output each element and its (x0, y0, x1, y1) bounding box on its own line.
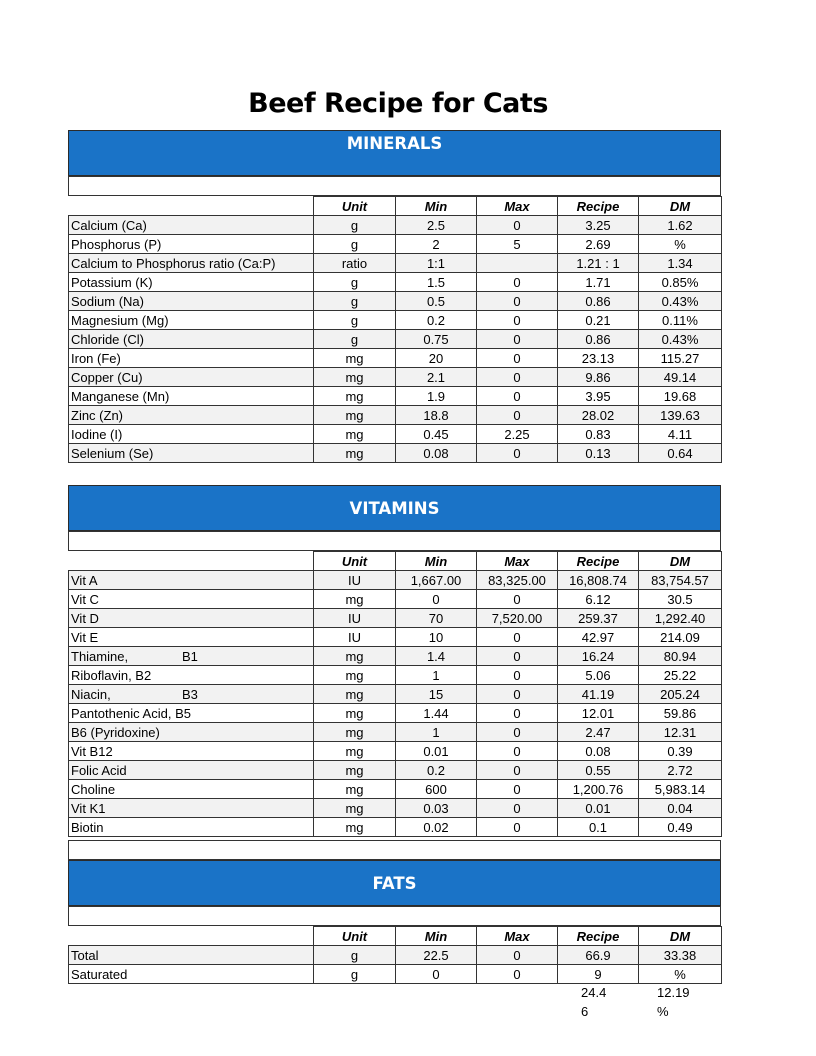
cell-recipe: 0.21 (558, 311, 639, 330)
cell-min: 1,667.00 (396, 571, 477, 590)
table-row (69, 292, 722, 311)
cell-dm: 30.5 (639, 590, 722, 609)
table-row (69, 216, 722, 235)
minerals-heading: MINERALS (68, 130, 721, 176)
row-name-text: Sodium (Na) (71, 293, 144, 309)
column-header: Min (396, 552, 477, 571)
row-name-text: Pantothenic Acid, B5 (71, 705, 191, 721)
row-name (69, 965, 314, 984)
table-row (69, 387, 722, 406)
vitamins-table (68, 551, 722, 837)
cell-min: 1.4 (396, 647, 477, 666)
cell-min: 0.02 (396, 818, 477, 837)
column-header: Unit (314, 552, 396, 571)
row-name-text: Vit E (71, 629, 99, 645)
row-name (69, 330, 314, 349)
cell-recipe: 0.01 (558, 799, 639, 818)
cell-recipe: 0.13 (558, 444, 639, 463)
table-row (69, 425, 722, 444)
cell-recipe: 9.86 (558, 368, 639, 387)
cell-dm: 4.11 (639, 425, 722, 444)
row-name-text: B6 (Pyridoxine) (71, 724, 160, 740)
cell-min: 22.5 (396, 946, 477, 965)
cell-unit: mg (314, 666, 396, 685)
cell-max (477, 254, 558, 273)
cell-max: 5 (477, 235, 558, 254)
cell-max: 0 (477, 946, 558, 965)
row-name-text: Riboflavin, B2 (71, 667, 152, 683)
row-name (69, 216, 314, 235)
vitamins-heading: VITAMINS (68, 485, 721, 531)
cell-unit: mg (314, 742, 396, 761)
cell-max: 0 (477, 349, 558, 368)
row-name-text: Biotin (71, 819, 104, 835)
cell-max: 2.25 (477, 425, 558, 444)
column-header: DM (639, 552, 722, 571)
cell-min: 0 (396, 965, 477, 984)
cell-recipe: 66.9 (558, 946, 639, 965)
cell-unit: mg (314, 647, 396, 666)
cell-max: 0 (477, 818, 558, 837)
row-name (69, 311, 314, 330)
cell-dm: % (639, 965, 722, 984)
cell-dm: 0.39 (639, 742, 722, 761)
cell-dm: 115.27 (639, 349, 722, 368)
cell-unit: mg (314, 590, 396, 609)
cell-max: 7,520.00 (477, 609, 558, 628)
cell-unit: mg (314, 723, 396, 742)
cell-max: 0 (477, 387, 558, 406)
cell-dm: 2.72 (639, 761, 722, 780)
cell-recipe: 9 (558, 965, 639, 984)
column-header: Min (396, 197, 477, 216)
row-name-text: Folic Acid (71, 762, 127, 778)
cell-recipe: 0.55 (558, 761, 639, 780)
table-row (69, 311, 722, 330)
table-row (69, 723, 722, 742)
table-row (69, 590, 722, 609)
cell-max: 0 (477, 368, 558, 387)
row-name (69, 406, 314, 425)
cell-recipe: 41.19 (558, 685, 639, 704)
table-row (69, 799, 722, 818)
table-row (69, 609, 722, 628)
fats-heading: FATS (68, 860, 721, 906)
row-name-text: Potassium (K) (71, 274, 153, 290)
row-name-text: Vit C (71, 591, 99, 607)
cell-unit: mg (314, 685, 396, 704)
row-name-text: Saturated (71, 966, 128, 982)
cell-min: 600 (396, 780, 477, 799)
table-row (69, 628, 722, 647)
table-row (69, 349, 722, 368)
cell-unit: IU (314, 571, 396, 590)
cell-min: 0.2 (396, 761, 477, 780)
cell-dm: 59.86 (639, 704, 722, 723)
column-header: DM (639, 927, 722, 946)
column-header: Max (477, 197, 558, 216)
cell-max: 0 (477, 723, 558, 742)
cell-min: 2.5 (396, 216, 477, 235)
cell-min: 0.01 (396, 742, 477, 761)
table-row (69, 761, 722, 780)
cell-unit: mg (314, 406, 396, 425)
cell-max: 0 (477, 273, 558, 292)
cell-dm: 0.04 (639, 799, 722, 818)
table-header-row (69, 927, 722, 946)
row-name (69, 425, 314, 444)
cell-recipe: 1,200.76 (558, 780, 639, 799)
cell-recipe: 6.12 (558, 590, 639, 609)
cell-min: 2 (396, 235, 477, 254)
row-name-text: Calcium (Ca) (71, 217, 147, 233)
cell-unit: g (314, 292, 396, 311)
cell-dm: 12.31 (639, 723, 722, 742)
fats-top-separator (68, 840, 721, 860)
row-name (69, 444, 314, 463)
header-blank (69, 927, 314, 946)
cell-recipe: 23.13 (558, 349, 639, 368)
row-name (69, 571, 314, 590)
cell-max: 0 (477, 780, 558, 799)
cell-min: 18.8 (396, 406, 477, 425)
cell-max: 0 (477, 406, 558, 425)
minerals-separator (68, 176, 721, 196)
cell-dm: 33.38 (639, 946, 722, 965)
row-name-text: Vit D (71, 610, 99, 626)
cell-min: 0 (396, 590, 477, 609)
cell-recipe: 42.97 (558, 628, 639, 647)
cell-unit: g (314, 330, 396, 349)
row-name-text: Total (71, 947, 99, 963)
cell-recipe: 0.08 (558, 742, 639, 761)
cell-max: 0 (477, 666, 558, 685)
table-header-row (69, 552, 722, 571)
cell-min: 0.75 (396, 330, 477, 349)
table-row (69, 965, 722, 984)
row-name (69, 628, 314, 647)
row-name-text: Selenium (Se) (71, 445, 154, 461)
cell-dm: 0.43% (639, 330, 722, 349)
cell-recipe: 16,808.74 (558, 571, 639, 590)
cell-unit: g (314, 965, 396, 984)
cell-min: 20 (396, 349, 477, 368)
row-name-text: Iron (Fe) (71, 350, 121, 366)
row-name (69, 761, 314, 780)
cell-max: 0 (477, 704, 558, 723)
table-row (69, 406, 722, 425)
fats-recipe-overflow-2: 6 (581, 1004, 589, 1019)
cell-max: 0 (477, 799, 558, 818)
fats-recipe-overflow-1: 24.4 (581, 985, 607, 1000)
row-name (69, 292, 314, 311)
cell-unit: g (314, 311, 396, 330)
column-header: DM (639, 197, 722, 216)
cell-max: 83,325.00 (477, 571, 558, 590)
cell-dm: 1.34 (639, 254, 722, 273)
cell-max: 0 (477, 311, 558, 330)
cell-recipe: 12.01 (558, 704, 639, 723)
table-row (69, 780, 722, 799)
column-header: Unit (314, 927, 396, 946)
row-name-text: Vit B12 (71, 743, 113, 759)
table-row (69, 647, 722, 666)
table-row (69, 571, 722, 590)
cell-min: 70 (396, 609, 477, 628)
table-row (69, 368, 722, 387)
minerals-table (68, 196, 722, 463)
cell-dm: 0.11% (639, 311, 722, 330)
row-name-suffix: B3 (182, 686, 198, 702)
cell-unit: g (314, 235, 396, 254)
column-header: Recipe (558, 197, 639, 216)
cell-min: 0.08 (396, 444, 477, 463)
table-header-row (69, 197, 722, 216)
cell-max: 0 (477, 590, 558, 609)
cell-min: 0.2 (396, 311, 477, 330)
row-name-text: Vit K1 (71, 800, 106, 816)
cell-unit: IU (314, 609, 396, 628)
cell-unit: ratio (314, 254, 396, 273)
cell-dm: % (639, 235, 722, 254)
table-row (69, 273, 722, 292)
cell-unit: g (314, 216, 396, 235)
table-row (69, 685, 722, 704)
cell-recipe: 0.86 (558, 292, 639, 311)
table-row (69, 235, 722, 254)
row-name (69, 799, 314, 818)
cell-min: 0.45 (396, 425, 477, 444)
row-name-text: Magnesium (Mg) (71, 312, 169, 328)
table-row (69, 666, 722, 685)
row-name (69, 723, 314, 742)
row-name (69, 368, 314, 387)
row-name (69, 818, 314, 837)
cell-unit: mg (314, 799, 396, 818)
row-name (69, 742, 314, 761)
cell-dm: 0.49 (639, 818, 722, 837)
row-name (69, 254, 314, 273)
cell-min: 0.5 (396, 292, 477, 311)
cell-min: 2.1 (396, 368, 477, 387)
cell-unit: mg (314, 349, 396, 368)
cell-unit: mg (314, 818, 396, 837)
cell-min: 15 (396, 685, 477, 704)
cell-recipe: 0.83 (558, 425, 639, 444)
cell-unit: IU (314, 628, 396, 647)
cell-min: 1.5 (396, 273, 477, 292)
cell-recipe: 1.21 : 1 (558, 254, 639, 273)
column-header: Max (477, 552, 558, 571)
cell-min: 1:1 (396, 254, 477, 273)
cell-recipe: 259.37 (558, 609, 639, 628)
cell-recipe: 2.47 (558, 723, 639, 742)
row-name (69, 685, 314, 704)
table-row (69, 254, 722, 273)
cell-unit: mg (314, 368, 396, 387)
cell-dm: 1.62 (639, 216, 722, 235)
cell-recipe: 5.06 (558, 666, 639, 685)
fats-dm-overflow-1: 12.19 (657, 985, 690, 1000)
cell-max: 0 (477, 216, 558, 235)
table-row (69, 330, 722, 349)
cell-unit: mg (314, 761, 396, 780)
row-name (69, 590, 314, 609)
page-title: Beef Recipe for Cats (248, 88, 548, 119)
cell-max: 0 (477, 742, 558, 761)
cell-recipe: 0.86 (558, 330, 639, 349)
row-name-text: Calcium to Phosphorus ratio (Ca:P) (71, 255, 276, 271)
table-row (69, 946, 722, 965)
cell-unit: mg (314, 780, 396, 799)
cell-recipe: 16.24 (558, 647, 639, 666)
table-row (69, 742, 722, 761)
cell-dm: 80.94 (639, 647, 722, 666)
row-name (69, 609, 314, 628)
cell-recipe: 28.02 (558, 406, 639, 425)
cell-min: 1.44 (396, 704, 477, 723)
row-name (69, 647, 314, 666)
fats-separator (68, 906, 721, 926)
cell-dm: 0.85% (639, 273, 722, 292)
cell-unit: mg (314, 704, 396, 723)
cell-recipe: 1.71 (558, 273, 639, 292)
cell-dm: 214.09 (639, 628, 722, 647)
header-blank (69, 197, 314, 216)
table-row (69, 818, 722, 837)
row-name (69, 235, 314, 254)
row-name-text: Niacin, (71, 686, 111, 702)
row-name-text: Vit A (71, 572, 98, 588)
row-name-text: Choline (71, 781, 116, 797)
row-name-text: Iodine (I) (71, 426, 123, 442)
fats-table (68, 926, 722, 984)
row-name (69, 273, 314, 292)
cell-max: 0 (477, 330, 558, 349)
cell-unit: g (314, 273, 396, 292)
row-name (69, 349, 314, 368)
row-name-text: Manganese (Mn) (71, 388, 170, 404)
table-row (69, 704, 722, 723)
cell-recipe: 0.1 (558, 818, 639, 837)
column-header: Recipe (558, 927, 639, 946)
cell-unit: mg (314, 425, 396, 444)
row-name-suffix: B1 (182, 648, 198, 664)
cell-unit: mg (314, 387, 396, 406)
column-header: Min (396, 927, 477, 946)
cell-max: 0 (477, 761, 558, 780)
cell-recipe: 3.25 (558, 216, 639, 235)
cell-max: 0 (477, 444, 558, 463)
fats-dm-overflow-2: % (657, 1004, 669, 1019)
cell-max: 0 (477, 965, 558, 984)
cell-unit: g (314, 946, 396, 965)
header-blank (69, 552, 314, 571)
cell-max: 0 (477, 685, 558, 704)
column-header: Unit (314, 197, 396, 216)
cell-dm: 49.14 (639, 368, 722, 387)
cell-unit: mg (314, 444, 396, 463)
cell-min: 0.03 (396, 799, 477, 818)
cell-dm: 139.63 (639, 406, 722, 425)
cell-dm: 25.22 (639, 666, 722, 685)
row-name (69, 704, 314, 723)
cell-recipe: 2.69 (558, 235, 639, 254)
cell-dm: 0.64 (639, 444, 722, 463)
cell-recipe: 3.95 (558, 387, 639, 406)
row-name-text: Copper (Cu) (71, 369, 143, 385)
cell-dm: 83,754.57 (639, 571, 722, 590)
cell-dm: 205.24 (639, 685, 722, 704)
row-name (69, 780, 314, 799)
row-name-text: Thiamine, (71, 648, 129, 664)
cell-dm: 19.68 (639, 387, 722, 406)
cell-dm: 1,292.40 (639, 609, 722, 628)
cell-max: 0 (477, 628, 558, 647)
column-header: Max (477, 927, 558, 946)
cell-dm: 0.43% (639, 292, 722, 311)
row-name-text: Phosphorus (P) (71, 236, 162, 252)
cell-max: 0 (477, 292, 558, 311)
cell-min: 1 (396, 723, 477, 742)
cell-min: 1.9 (396, 387, 477, 406)
row-name-text: Chloride (Cl) (71, 331, 144, 347)
table-row (69, 444, 722, 463)
cell-min: 10 (396, 628, 477, 647)
row-name (69, 666, 314, 685)
cell-min: 1 (396, 666, 477, 685)
row-name (69, 387, 314, 406)
cell-dm: 5,983.14 (639, 780, 722, 799)
column-header: Recipe (558, 552, 639, 571)
row-name-text: Zinc (Zn) (71, 407, 123, 423)
cell-max: 0 (477, 647, 558, 666)
row-name (69, 946, 314, 965)
vitamins-separator (68, 531, 721, 551)
